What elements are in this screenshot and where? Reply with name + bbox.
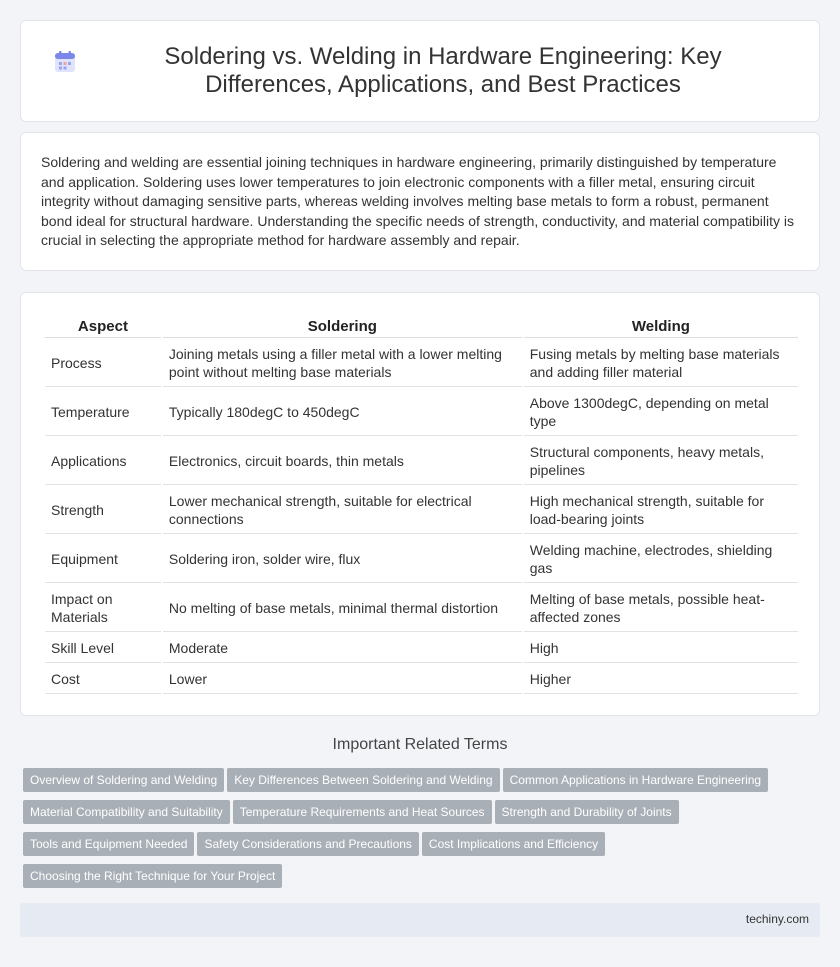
comparison-table-card	[20, 292, 820, 716]
page-title: Soldering vs. Welding in Hardware Engineering: Key Differences, Applications, and Best Practices	[164, 43, 722, 98]
table-row	[45, 340, 798, 387]
table-row	[45, 438, 798, 485]
table-row	[45, 665, 798, 694]
related-term-tag[interactable]: Tools and Equipment Needed	[23, 832, 194, 856]
related-term-tag[interactable]: Strength and Durability of Joints	[495, 800, 679, 824]
welding-cell: Higher	[524, 665, 798, 694]
aspect-cell: Process	[45, 340, 161, 387]
header-soldering: Soldering	[163, 313, 522, 338]
table-row	[45, 536, 798, 583]
related-terms-title: Important Related Terms	[332, 736, 508, 753]
aspect-cell: Skill Level	[45, 634, 161, 663]
header-welding: Welding	[524, 313, 798, 338]
welding-cell: Melting of base metals, possible heat-affected zones	[524, 585, 798, 632]
comparison-table	[43, 311, 800, 696]
related-term-tag[interactable]: Temperature Requirements and Heat Sources	[233, 800, 492, 824]
title-wrap	[52, 43, 788, 99]
soldering-cell: No melting of base metals, minimal thermal distortion	[163, 585, 522, 632]
aspect-cell: Applications	[45, 438, 161, 485]
related-term-tag[interactable]: Safety Considerations and Precautions	[197, 832, 418, 856]
table-row	[45, 389, 798, 436]
soldering-cell: Lower	[163, 665, 522, 694]
table-row	[45, 634, 798, 663]
soldering-cell: Soldering iron, solder wire, flux	[163, 536, 522, 583]
related-term-tag[interactable]: Material Compatibility and Suitability	[23, 800, 230, 824]
aspect-cell: Cost	[45, 665, 161, 694]
aspect-cell: Impact on Materials	[45, 585, 161, 632]
aspect-cell: Temperature	[45, 389, 161, 436]
footer-bar	[20, 903, 820, 937]
related-term-tag[interactable]: Overview of Soldering and Welding	[23, 768, 224, 792]
footer-brand[interactable]: techiny.com	[745, 912, 809, 926]
intro-paragraph: Soldering and welding are essential joining techniques in hardware engineering, primarily distinguished by temperature and application. Soldering uses lower temperatures to join electronic components with a filler metal, ensuring circuit integrity without damaging sensitive parts, whereas welding involves melting base metals to form a robust, permanent bond ideal for structural hardware. Understanding the specific needs of strength, conductivity, and material compatibility is crucial in selecting the appropriate method for hardware assembly and repair.	[41, 154, 795, 248]
related-terms-list	[23, 768, 813, 896]
welding-cell: Fusing metals by melting base materials and adding filler material	[524, 340, 798, 387]
aspect-cell: Equipment	[45, 536, 161, 583]
header-aspect: Aspect	[45, 313, 161, 338]
aspect-cell: Strength	[45, 487, 161, 534]
related-term-tag[interactable]: Choosing the Right Technique for Your Project	[23, 864, 282, 888]
soldering-cell: Joining metals using a filler metal with a lower melting point without melting base materials	[163, 340, 522, 387]
title-card	[20, 20, 820, 122]
soldering-cell: Moderate	[163, 634, 522, 663]
welding-cell: Above 1300degC, depending on metal type	[524, 389, 798, 436]
intro-card	[20, 132, 820, 271]
welding-cell: High	[524, 634, 798, 663]
document-icon	[52, 49, 78, 75]
table-row	[45, 585, 798, 632]
welding-cell: Welding machine, electrodes, shielding gas	[524, 536, 798, 583]
welding-cell: Structural components, heavy metals, pipelines	[524, 438, 798, 485]
table-row	[45, 487, 798, 534]
related-term-tag[interactable]: Cost Implications and Efficiency	[422, 832, 605, 856]
soldering-cell: Electronics, circuit boards, thin metals	[163, 438, 522, 485]
soldering-cell: Lower mechanical strength, suitable for electrical connections	[163, 487, 522, 534]
table-header-row	[45, 313, 798, 338]
soldering-cell: Typically 180degC to 450degC	[163, 389, 522, 436]
welding-cell: High mechanical strength, suitable for load-bearing joints	[524, 487, 798, 534]
related-term-tag[interactable]: Common Applications in Hardware Engineering	[503, 768, 768, 792]
related-term-tag[interactable]: Key Differences Between Soldering and Welding	[227, 768, 499, 792]
